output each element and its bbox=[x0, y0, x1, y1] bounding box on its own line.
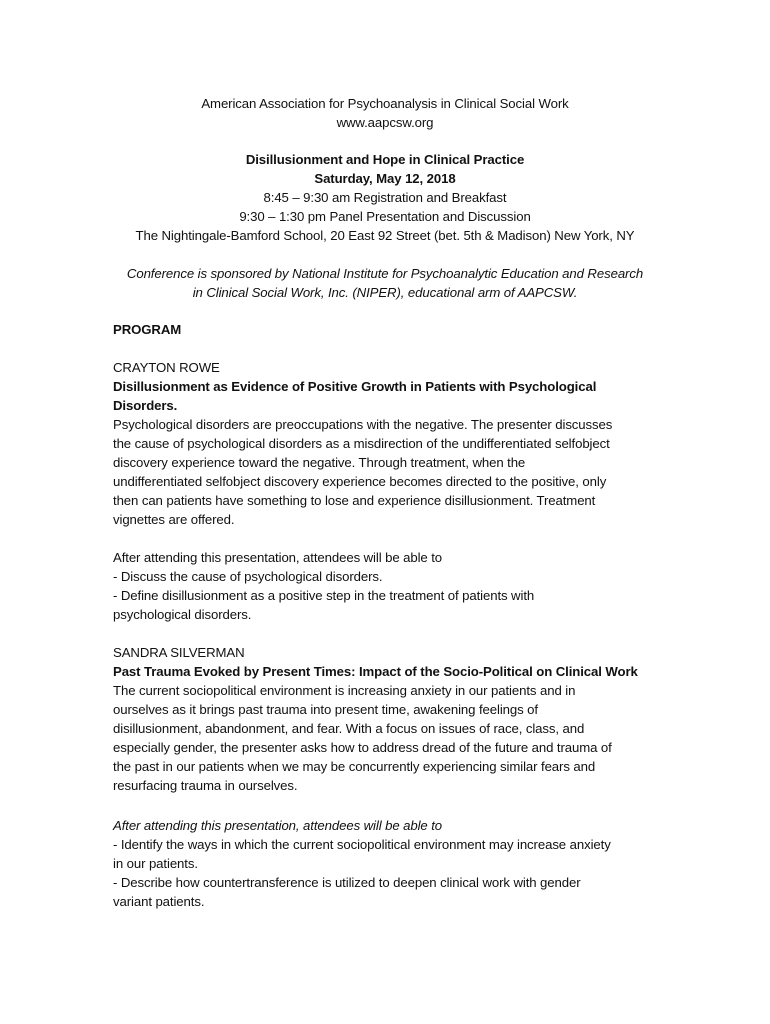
presentation-2 bbox=[113, 643, 659, 795]
org-name: American Association for Psychoanalysis in Clinical Social Work bbox=[201, 96, 569, 111]
event-date: Saturday, May 12, 2018 bbox=[314, 171, 456, 186]
document-header bbox=[100, 94, 670, 132]
presentation-title-line: Disorders. bbox=[113, 398, 178, 413]
presenter-name: SANDRA SILVERMAN bbox=[113, 645, 245, 660]
description-line: discovery experience toward the negative. Through treatment, when the bbox=[113, 455, 526, 470]
objective-line: psychological disorders. bbox=[113, 607, 252, 622]
description-line: vignettes are offered. bbox=[113, 512, 235, 527]
presenter-name: CRAYTON ROWE bbox=[113, 360, 220, 375]
presentation-1-objectives bbox=[113, 548, 659, 624]
description-line: especially gender, the presenter asks how to address dread of the future and trauma of bbox=[113, 740, 612, 755]
schedule-panel: 9:30 – 1:30 pm Panel Presentation and Discussion bbox=[239, 209, 531, 224]
description-line: disillusionment, abandonment, and fear. With a focus on issues of race, class, and bbox=[113, 721, 585, 736]
description-line: then can patients have something to lose and experience disillusionment. Treatment bbox=[113, 493, 596, 508]
presentation-title-line: Past Trauma Evoked by Present Times: Impact of the Socio-Political on Clinical Work bbox=[113, 664, 638, 679]
description-line: the cause of psychological disorders as a misdirection of the undifferentiated selfobject bbox=[113, 436, 610, 451]
presentation-title-line: Disillusionment as Evidence of Positive Growth in Patients with Psychological bbox=[113, 379, 597, 394]
sponsor-line-1: Conference is sponsored by National Institute for Psychoanalytic Education and Research bbox=[126, 266, 644, 281]
presentation-1 bbox=[113, 358, 659, 529]
event-location: The Nightingale-Bamford School, 20 East 92 Street (bet. 5th & Madison) New York, NY bbox=[135, 228, 635, 243]
description-line: resurfacing trauma in ourselves. bbox=[113, 778, 298, 793]
sponsor-line-2: in Clinical Social Work, Inc. (NIPER), educational arm of AAPCSW. bbox=[192, 285, 578, 300]
objective-line: - Discuss the cause of psychological disorders. bbox=[113, 569, 383, 584]
description-line: undifferentiated selfobject discovery experience becomes directed to the positive, only bbox=[113, 474, 607, 489]
objectives-intro: After attending this presentation, attendees will be able to bbox=[113, 818, 443, 833]
description-line: ourselves as it brings past trauma into present time, awakening feelings of bbox=[113, 702, 538, 717]
sponsor-note bbox=[100, 264, 670, 302]
objective-line: in our patients. bbox=[113, 856, 198, 871]
objective-line: - Describe how countertransference is utilized to deepen clinical work with gender bbox=[113, 875, 581, 890]
description-line: Psychological disorders are preoccupations with the negative. The presenter discusses bbox=[113, 417, 613, 432]
objective-line: - Define disillusionment as a positive step in the treatment of patients with bbox=[113, 588, 535, 603]
description-line: The current sociopolitical environment is increasing anxiety in our patients and in bbox=[113, 683, 576, 698]
description-line: the past in our patients when we may be concurrently experiencing similar fears and bbox=[113, 759, 596, 774]
schedule-registration: 8:45 – 9:30 am Registration and Breakfast bbox=[263, 190, 507, 205]
event-info bbox=[100, 150, 670, 245]
program-heading: PROGRAM bbox=[113, 322, 182, 337]
event-title: Disillusionment and Hope in Clinical Practice bbox=[245, 152, 525, 167]
objective-line: - Identify the ways in which the current sociopolitical environment may increase anxiety bbox=[113, 837, 611, 852]
org-website: www.aapcsw.org bbox=[336, 115, 434, 130]
objective-line: variant patients. bbox=[113, 894, 205, 909]
objectives-intro: After attending this presentation, attendees will be able to bbox=[113, 550, 443, 565]
presentation-2-objectives bbox=[113, 816, 659, 911]
